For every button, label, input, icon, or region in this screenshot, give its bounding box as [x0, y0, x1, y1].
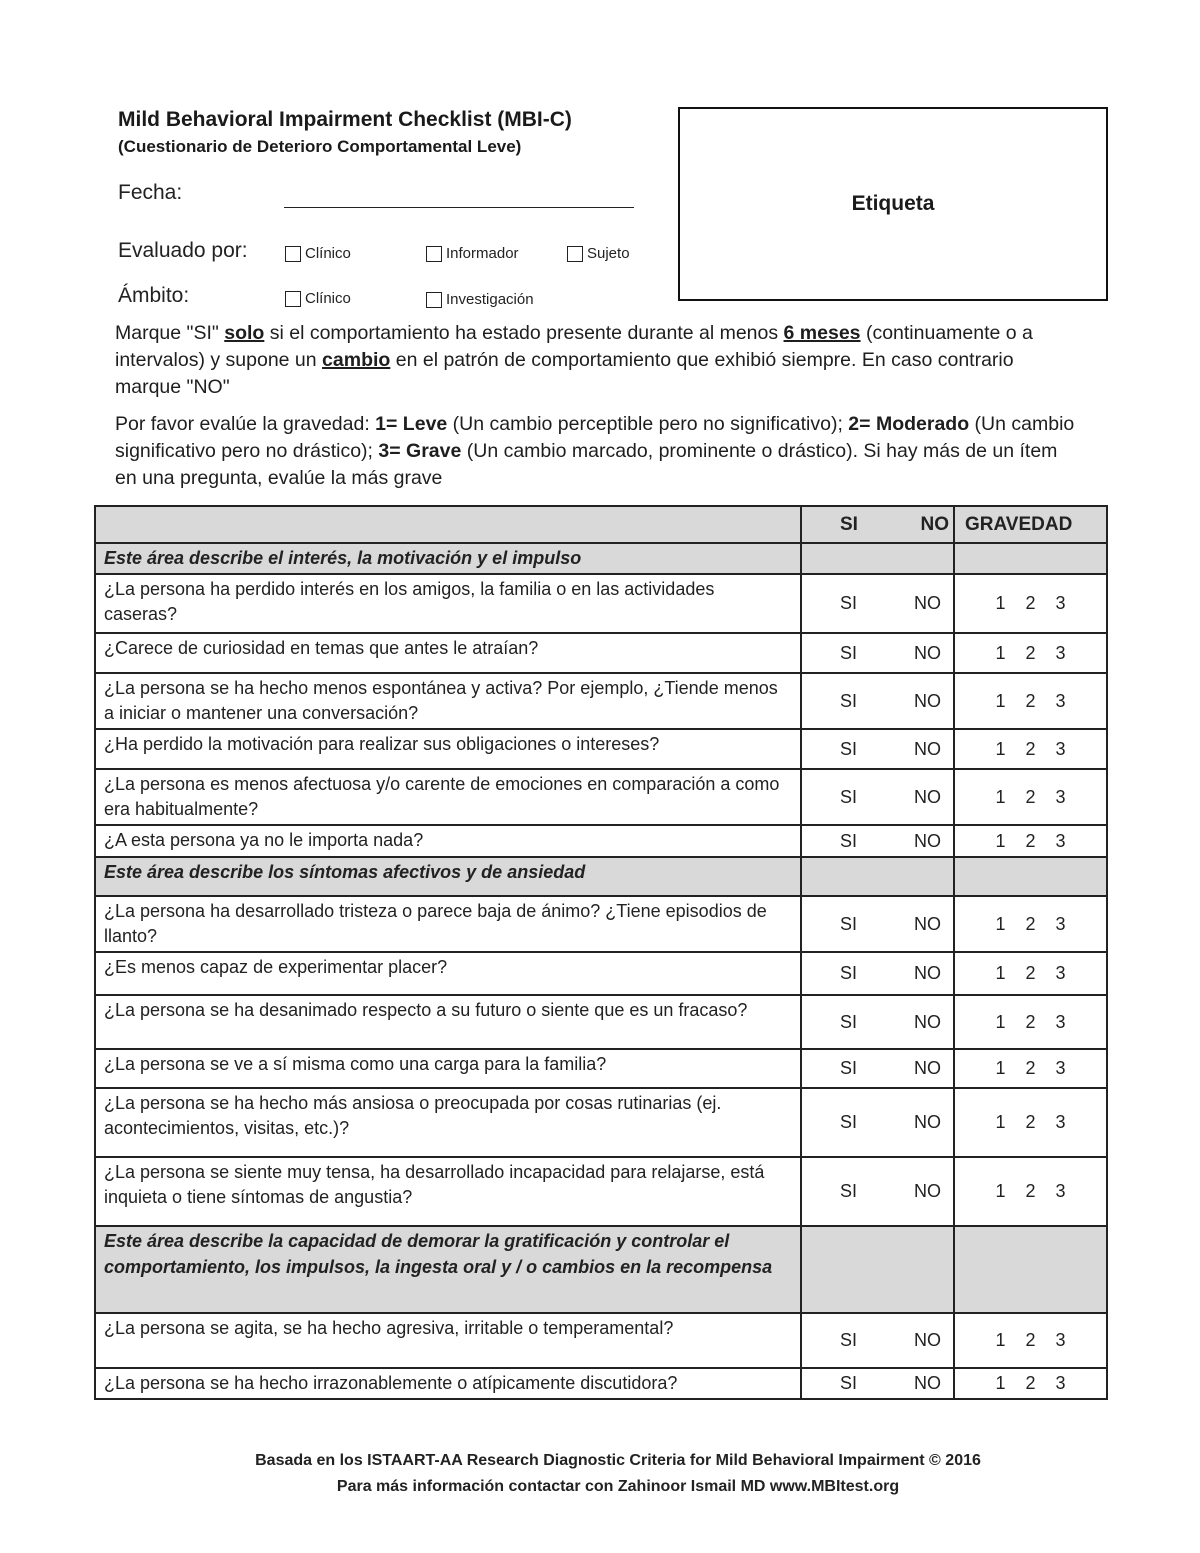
severity-option-1[interactable]: 1 — [995, 593, 1006, 613]
question-row — [95, 825, 1107, 857]
scope-label: Ámbito: — [118, 284, 190, 307]
severity-option-2[interactable]: 2 — [1025, 642, 1036, 663]
question-row — [95, 769, 1107, 825]
section-empty-cell — [954, 1226, 1107, 1313]
severity-option-1[interactable]: 1 — [995, 1058, 1006, 1078]
checkbox-evaluated-sujeto[interactable] — [567, 245, 630, 262]
severity-option-1[interactable]: 1 — [995, 1112, 1006, 1132]
answer-si[interactable]: SI — [840, 1112, 858, 1132]
header-si: SI — [840, 513, 858, 535]
question-row — [95, 952, 1107, 995]
checkbox-scope-clinico[interactable] — [285, 290, 351, 307]
yes-no-cell — [801, 574, 954, 633]
severity-option-3[interactable]: 3 — [1055, 1373, 1066, 1393]
answer-no[interactable]: NO — [914, 593, 941, 613]
severity-option-3[interactable]: 3 — [1055, 786, 1066, 807]
yes-no-cell — [801, 1088, 954, 1157]
answer-no[interactable]: NO — [914, 1011, 941, 1032]
yes-no-cell — [801, 995, 954, 1049]
severity-option-1[interactable]: 1 — [995, 963, 1006, 983]
emphasis-months: 6 meses — [783, 322, 861, 344]
section-empty-cell — [954, 543, 1107, 574]
section-title: Este área describe los síntomas afectivos y de ansiedad — [95, 857, 801, 896]
answer-si[interactable]: SI — [840, 786, 858, 807]
checkbox-label: Clínico — [305, 290, 351, 307]
severity-cell — [954, 1157, 1107, 1226]
severity-option-3[interactable]: 3 — [1055, 963, 1066, 983]
section-empty-cell — [801, 857, 954, 896]
section-empty-cell — [801, 1226, 954, 1313]
question-row — [95, 896, 1107, 952]
severity-option-2[interactable]: 2 — [1025, 963, 1036, 983]
severity-option-1[interactable]: 1 — [995, 1011, 1006, 1032]
question-row — [95, 574, 1107, 633]
header-question-cell — [95, 506, 801, 543]
question-text: ¿La persona se agita, se ha hecho agresiva, irritable o temperamental? — [95, 1313, 801, 1368]
severity-grave: 3= Grave — [378, 440, 462, 462]
question-text: ¿La persona se ha desanimado respecto a su futuro o siente que es un fracaso? — [95, 995, 801, 1049]
severity-cell — [954, 1313, 1107, 1368]
severity-option-1[interactable]: 1 — [995, 913, 1006, 934]
answer-no[interactable]: NO — [914, 642, 941, 663]
checkbox-label: Investigación — [446, 291, 534, 308]
header-gravedad: GRAVEDAD — [954, 506, 1107, 543]
section-header-row — [95, 543, 1107, 574]
severity-cell — [954, 995, 1107, 1049]
severity-option-3[interactable]: 3 — [1055, 690, 1066, 711]
section-header-row — [95, 857, 1107, 896]
severity-option-2[interactable]: 2 — [1025, 913, 1036, 934]
checklist-table — [94, 505, 1108, 1400]
severity-option-3[interactable]: 3 — [1055, 830, 1066, 851]
checkbox-box[interactable] — [426, 246, 442, 262]
section-header-row — [95, 1226, 1107, 1313]
checkbox-label: Sujeto — [587, 245, 630, 262]
question-row — [95, 995, 1107, 1049]
answer-si[interactable]: SI — [840, 593, 858, 613]
form-title: Mild Behavioral Impairment Checklist (MBI-C) — [118, 108, 572, 131]
severity-option-1[interactable]: 1 — [995, 738, 1006, 759]
question-row — [95, 1368, 1107, 1399]
severity-option-1[interactable]: 1 — [995, 690, 1006, 711]
severity-cell — [954, 673, 1107, 729]
answer-no[interactable]: NO — [914, 1373, 941, 1393]
answer-no[interactable]: NO — [914, 1112, 941, 1132]
severity-option-2[interactable]: 2 — [1025, 690, 1036, 711]
section-title: Este área describe el interés, la motivación y el impulso — [95, 543, 801, 574]
header-no: NO — [920, 513, 949, 535]
question-text: ¿La persona se siente muy tensa, ha desarrollado incapacidad para relajarse, está inquieta o tiene síntomas de angustia? — [95, 1157, 801, 1226]
answer-no[interactable]: NO — [914, 1058, 941, 1078]
checkbox-box[interactable] — [567, 246, 583, 262]
severity-option-3[interactable]: 3 — [1055, 1330, 1066, 1350]
answer-no[interactable]: NO — [914, 1181, 941, 1201]
severity-option-2[interactable]: 2 — [1025, 593, 1036, 613]
question-text: ¿A esta persona ya no le importa nada? — [95, 825, 801, 857]
answer-si[interactable]: SI — [840, 1011, 858, 1032]
answer-si[interactable]: SI — [840, 1181, 858, 1201]
yes-no-cell — [801, 825, 954, 857]
question-row — [95, 729, 1107, 769]
severity-cell — [954, 633, 1107, 673]
answer-no[interactable]: NO — [914, 963, 941, 983]
answer-si[interactable]: SI — [840, 913, 858, 934]
answer-si[interactable]: SI — [840, 963, 858, 983]
form-subtitle: (Cuestionario de Deterioro Comportamental Leve) — [118, 137, 522, 156]
date-label: Fecha: — [118, 181, 183, 204]
question-text: ¿La persona se ha hecho menos espontánea y activa? Por ejemplo, ¿Tiende menos a iniciar o mantener una conversación? — [95, 673, 801, 729]
severity-option-3[interactable]: 3 — [1055, 1011, 1066, 1032]
severity-option-2[interactable]: 2 — [1025, 830, 1036, 851]
yes-no-cell — [801, 1313, 954, 1368]
section-empty-cell — [954, 857, 1107, 896]
question-text: ¿La persona ha desarrollado tristeza o parece baja de ánimo? ¿Tiene episodios de llanto? — [95, 896, 801, 952]
severity-cell — [954, 952, 1107, 995]
checkbox-label: Clínico — [305, 245, 351, 262]
checkbox-box[interactable] — [285, 246, 301, 262]
label-box — [678, 107, 1108, 301]
yes-no-cell — [801, 952, 954, 995]
question-text: ¿Es menos capaz de experimentar placer? — [95, 952, 801, 995]
yes-no-cell — [801, 673, 954, 729]
severity-cell — [954, 1049, 1107, 1088]
yes-no-cell — [801, 896, 954, 952]
severity-option-3[interactable]: 3 — [1055, 1181, 1066, 1201]
severity-leve: 1= Leve — [375, 413, 448, 435]
severity-option-2[interactable]: 2 — [1025, 1181, 1036, 1201]
answer-no[interactable]: NO — [914, 830, 941, 851]
header-si-no-cell — [801, 506, 954, 543]
label-box-text: Etiqueta — [851, 192, 935, 215]
question-row — [95, 1088, 1107, 1157]
footer-line-2: Para más información contactar con Zahinoor Ismail MD www.MBItest.org — [336, 1478, 900, 1495]
answer-si[interactable]: SI — [840, 1330, 858, 1350]
answer-no[interactable]: NO — [914, 913, 941, 934]
severity-option-3[interactable]: 3 — [1055, 1112, 1066, 1132]
severity-option-1[interactable]: 1 — [995, 642, 1006, 663]
question-text: ¿La persona se ve a sí misma como una carga para la familia? — [95, 1049, 801, 1088]
answer-si[interactable]: SI — [840, 830, 858, 851]
severity-option-1[interactable]: 1 — [995, 830, 1006, 851]
question-text: ¿La persona ha perdido interés en los amigos, la familia o en las actividades caseras? — [95, 574, 801, 633]
severity-option-3[interactable]: 3 — [1055, 913, 1066, 934]
yes-no-cell — [801, 1368, 954, 1399]
emphasis-cambio: cambio — [322, 349, 391, 371]
severity-option-2[interactable]: 2 — [1025, 1112, 1036, 1132]
checkbox-box[interactable] — [426, 292, 442, 308]
severity-option-2[interactable]: 2 — [1025, 1058, 1036, 1078]
answer-si[interactable]: SI — [840, 690, 858, 711]
yes-no-cell — [801, 1157, 954, 1226]
severity-option-1[interactable]: 1 — [995, 1181, 1006, 1201]
answer-no[interactable]: NO — [914, 690, 941, 711]
severity-cell — [954, 896, 1107, 952]
severity-option-2[interactable]: 2 — [1025, 1373, 1036, 1393]
severity-cell — [954, 574, 1107, 633]
question-text: ¿La persona se ha hecho más ansiosa o preocupada por cosas rutinarias (ej. acontecimientos, visitas, etc.)? — [95, 1088, 801, 1157]
checkbox-evaluated-informador[interactable] — [426, 245, 519, 262]
severity-option-1[interactable]: 1 — [995, 786, 1006, 807]
severity-option-2[interactable]: 2 — [1025, 738, 1036, 759]
question-text: ¿Carece de curiosidad en temas que antes le atraían? — [95, 633, 801, 673]
yes-no-cell — [801, 633, 954, 673]
severity-cell — [954, 1368, 1107, 1399]
checkbox-evaluated-clinico[interactable] — [285, 245, 351, 262]
question-row — [95, 1313, 1107, 1368]
emphasis-solo: solo — [224, 322, 265, 344]
checkbox-label: Informador — [446, 245, 519, 262]
question-row — [95, 1157, 1107, 1226]
answer-si[interactable]: SI — [840, 1058, 858, 1078]
footer-line-1: Basada en los ISTAART-AA Research Diagnostic Criteria for Mild Behavioral Impairment © 2016 — [255, 1452, 981, 1469]
question-row — [95, 633, 1107, 673]
severity-option-3[interactable]: 3 — [1055, 1058, 1066, 1078]
severity-cell — [954, 825, 1107, 857]
severity-option-3[interactable]: 3 — [1055, 738, 1066, 759]
severity-option-3[interactable]: 3 — [1055, 642, 1066, 663]
severity-option-2[interactable]: 2 — [1025, 1011, 1036, 1032]
severity-cell — [954, 1088, 1107, 1157]
answer-no[interactable]: NO — [914, 1330, 941, 1350]
date-field[interactable] — [284, 206, 634, 208]
instructions-paragraph-2: Por favor evalúe la gravedad: 1= Leve (Un cambio perceptible pero no significativo); 2= Moderado (Un cambio significativo pero no drástico); 3= Grave (Un cambio marcado, prominente o drástico). Si hay más de un ítem en una pregunta, evalúe la más grave — [115, 413, 1075, 489]
answer-si[interactable]: SI — [840, 642, 858, 663]
severity-option-2[interactable]: 2 — [1025, 1330, 1036, 1350]
question-text: ¿Ha perdido la motivación para realizar sus obligaciones o intereses? — [95, 729, 801, 769]
yes-no-cell — [801, 729, 954, 769]
severity-cell — [954, 729, 1107, 769]
answer-no[interactable]: NO — [914, 786, 941, 807]
section-empty-cell — [801, 543, 954, 574]
severity-cell — [954, 769, 1107, 825]
question-text: ¿La persona es menos afectuosa y/o carente de emociones en comparación a como era habitualmente? — [95, 769, 801, 825]
question-text: ¿La persona se ha hecho irrazonablemente o atípicamente discutidora? — [95, 1368, 801, 1399]
answer-si[interactable]: SI — [840, 738, 858, 759]
checkbox-scope-investigacion[interactable] — [426, 291, 534, 308]
yes-no-cell — [801, 769, 954, 825]
table-header-row — [95, 506, 1107, 543]
yes-no-cell — [801, 1049, 954, 1088]
question-row — [95, 673, 1107, 729]
severity-option-1[interactable]: 1 — [995, 1373, 1006, 1393]
answer-no[interactable]: NO — [914, 738, 941, 759]
evaluated-by-label: Evaluado por: — [118, 239, 248, 262]
instructions-paragraph-1: Marque "SI" solo si el comportamiento ha estado presente durante al menos 6 meses (continuamente o a intervalos) y supone un cambio en el patrón de comportamiento que exhibió siempre. En caso contrario marque "NO" — [115, 322, 1033, 398]
severity-option-2[interactable]: 2 — [1025, 786, 1036, 807]
severity-moderado: 2= Moderado — [848, 413, 970, 435]
checkbox-box[interactable] — [285, 291, 301, 307]
severity-option-1[interactable]: 1 — [995, 1330, 1006, 1350]
severity-option-3[interactable]: 3 — [1055, 593, 1066, 613]
answer-si[interactable]: SI — [840, 1373, 858, 1393]
question-row — [95, 1049, 1107, 1088]
section-title: Este área describe la capacidad de demorar la gratificación y controlar el comportamiento, los impulsos, la ingesta oral y / o cambios en la recompensa — [95, 1226, 801, 1313]
